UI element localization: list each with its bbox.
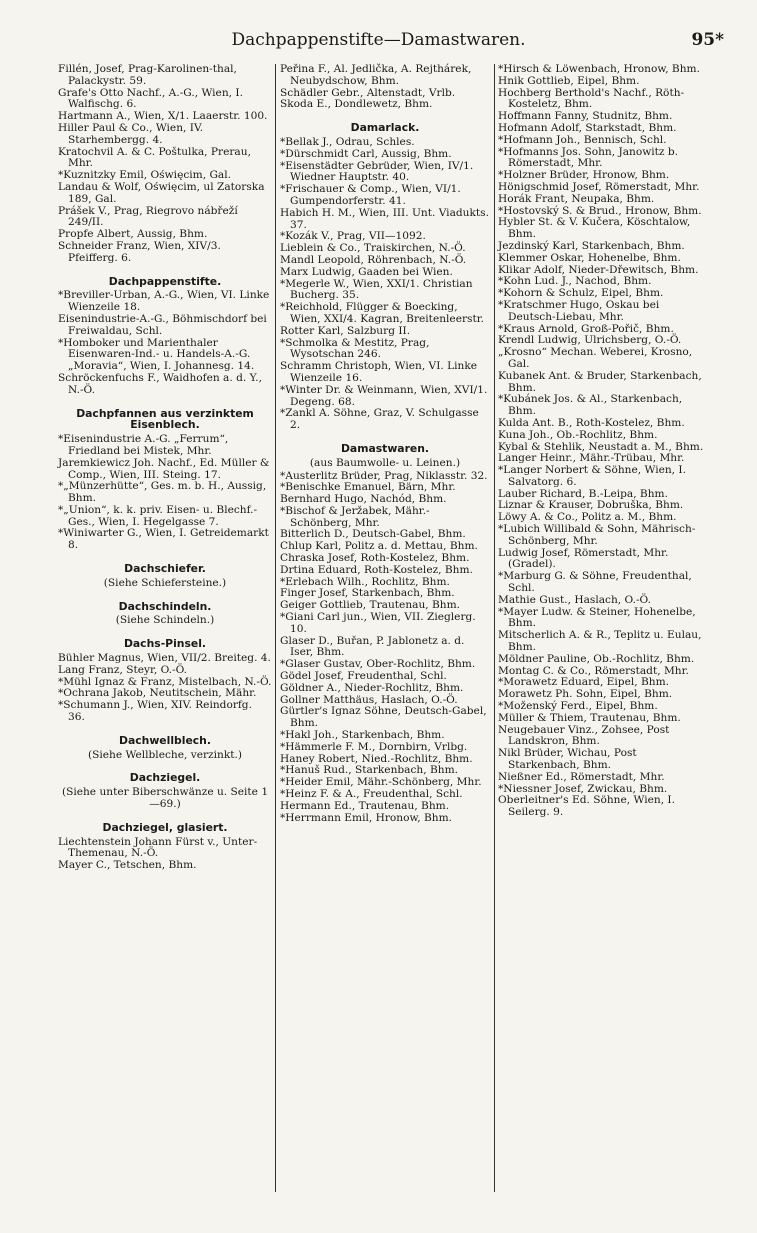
directory-entry: Krendl Ludwig, Ulrichsberg, O.-Ö. <box>498 334 682 347</box>
directory-entry: *Langer Norbert & Söhne, Wien, I. Salvatorg. 6. <box>498 464 686 488</box>
directory-entry: *Heinz F. & A., Freudenthal, Schl. <box>280 788 463 801</box>
directory-entry: Mathie Gust., Haslach, O.-Ö. <box>498 593 651 606</box>
directory-entry: *„Münzerhütte“, Ges. m. b. H., Aussig, Bhm. <box>58 480 267 505</box>
directory-entry: *Herrmann Emil, Hronow, Bhm. <box>280 811 453 824</box>
cross-reference-note: (Siehe Schiefersteine.) <box>103 576 227 589</box>
directory-entry: *Mühl Ignaz & Franz, Mistelbach, N.-Ö. <box>58 675 272 688</box>
directory-entry: *Giani Carl jun., Wien, VII. Zieglerg. 10. <box>280 611 476 635</box>
directory-entry: Mayer C., Tetschen, Bhm. <box>58 859 197 872</box>
directory-entry: Kulda Ant. B., Roth-Kostelez, Bhm. <box>498 416 685 429</box>
directory-entry: *Hostovský S. & Brud., Hronow, Bhm. <box>498 204 702 217</box>
directory-entry: *Winter Dr. & Weinmann, Wien, XVI/1. Degeng. 68. <box>280 383 488 408</box>
directory-entry: *Zankl A. Söhne, Graz, V. Schulgasse 2. <box>280 407 479 432</box>
directory-entry: Mandl Leopold, Röhrenbach, N.-Ö. <box>280 253 467 266</box>
directory-entry: Gollner Matthäus, Haslach, O.-Ö. <box>280 693 458 706</box>
directory-entry: Hochberg Berthold's Nachf., Röth-Kosteletz, Bhm. <box>498 86 685 111</box>
directory-entry: *Bischof & Jeržabek, Mähr.-Schönberg, Mhr. <box>280 504 430 529</box>
directory-entry: Gürtler's Ignaz Söhne, Deutsch-Gabel, Bhm. <box>280 705 487 730</box>
directory-entry: *Homboker und Marienthaler Eisenwaren-Ind.- u. Handels-A.-G. „Moravia“, Wien, I. Johannesg. 14. <box>58 336 255 373</box>
directory-entry: Hiller Paul & Co., Wien, IV. Starhembergg. 4. <box>58 121 204 146</box>
section-heading: Dachziegel, glasiert. <box>102 820 228 834</box>
section-heading: Dachpappenstifte. <box>108 274 222 288</box>
directory-entry: Nießner Ed., Römerstadt, Mhr. <box>498 770 665 783</box>
directory-entry: *Kratschmer Hugo, Oskau bei Deutsch-Liebau, Mhr. <box>498 298 660 323</box>
directory-entry: Klemmer Oskar, Hohenelbe, Bhm. <box>498 251 681 264</box>
directory-entry: Gödel Josef, Freudenthal, Schl. <box>280 670 447 683</box>
directory-entry: Langer Heinr., Mähr.-Trübau, Mhr. <box>498 452 685 465</box>
directory-entry: Eisenindustrie-A.-G., Böhmischdorf bei Freiwaldau, Schl. <box>58 312 267 337</box>
directory-entry: Haney Robert, Nied.-Rochlitz, Bhm. <box>280 752 473 765</box>
directory-entry: Möldner Pauline, Ob.-Rochlitz, Bhm. <box>498 652 695 665</box>
column-3 <box>498 64 706 819</box>
page-header <box>0 30 757 52</box>
directory-entry: Hybler St. & V. Kučera, Köschtalow, Bhm. <box>498 216 691 241</box>
directory-entry: *Reichhold, Flügger & Boecking, Wien, XXI/4. Kagran, Breitenleerstr. <box>280 301 484 325</box>
directory-entry: Horák Frant, Neupaka, Bhm. <box>498 192 655 205</box>
column-2 <box>280 64 490 824</box>
directory-entry: Marx Ludwig, Gaaden bei Wien. <box>280 265 453 278</box>
column-divider <box>494 64 495 1192</box>
directory-entry: *Lubich Willibald & Sohn, Mährisch-Schönberg, Mhr. <box>498 523 696 547</box>
page-number: 95* <box>691 30 724 50</box>
directory-entry: Liechtenstein Johann Fürst v., Unter-Themenau, N.-Ö. <box>58 835 258 860</box>
directory-entry: *Mayer Ludw. & Steiner, Hohenelbe, Bhm. <box>498 605 696 630</box>
directory-entry: *Hofmann Joh., Bennisch, Schl. <box>498 133 667 146</box>
directory-entry: *Kohn Lud. J., Nachod, Bhm. <box>498 275 652 288</box>
cross-reference-note: (aus Baumwolle- u. Leinen.) <box>309 456 461 469</box>
directory-entry: *„Union“, k. k. priv. Eisen- u. Blechf.-Ges., Wien, I. Hegelgasse 7. <box>58 503 258 528</box>
directory-entry: *Ochrana Jakob, Neutitschein, Mähr. <box>58 687 257 700</box>
directory-entry: Glaser D., Buřan, P. Jablonetz a. d. Iser, Bhm. <box>280 634 465 659</box>
directory-entry: Lang Franz, Steyr, O.-Ö. <box>58 663 188 676</box>
directory-entry: Bernhard Hugo, Nachód, Bhm. <box>280 493 447 506</box>
section-heading: Damastwaren. <box>340 441 430 455</box>
directory-entry: Oberleitner's Ed. Söhne, Wien, I. Seilerg. 9. <box>498 794 675 819</box>
directory-entry: *Hanuš Rud., Starkenbach, Bhm. <box>280 764 458 777</box>
cross-reference-note: (Siehe Schindeln.) <box>115 614 215 627</box>
directory-entry: Hoffmann Fanny, Studnitz, Bhm. <box>498 110 673 123</box>
directory-entry: Schramm Christoph, Wien, VI. Linke Wienzeile 16. <box>280 360 478 384</box>
directory-entry: Jaremkiewicz Joh. Nachf., Ed. Müller & Comp., Wien, III. Steing. 17. <box>58 456 270 481</box>
directory-entry: *Austerlitz Brüder, Prag, Niklasstr. 32. <box>280 469 488 482</box>
directory-entry: *Moženský Ferd., Eipel, Bhm. <box>498 700 658 713</box>
directory-entry: *Kozák V., Prag, VII—1092. <box>280 230 426 243</box>
directory-entry: „Krosno“ Mechan. Weberei, Krosno, Gal. <box>498 346 693 370</box>
directory-entry: *Kraus Arnold, Groß-Pořič, Bhm. <box>498 322 674 335</box>
directory-entry: *Hofmanns Jos. Sohn, Janowitz b. Römerstadt, Mhr. <box>498 145 679 170</box>
directory-entry: Hermann Ed., Trautenau, Bhm. <box>280 799 450 812</box>
directory-entry: Montag C. & Co., Römerstadt, Mhr. <box>498 664 689 677</box>
directory-entry: *Bellak J., Odrau, Schles. <box>280 135 415 148</box>
directory-entry: Propfe Albert, Aussig, Bhm. <box>58 228 208 241</box>
section-heading: Dachpfannen aus verzinktem Eisenblech. <box>76 406 254 432</box>
section-heading: Damarlack. <box>350 121 420 135</box>
directory-entry: Kuna Joh., Ob.-Rochlitz, Bhm. <box>498 428 658 441</box>
directory-entry: *Hakl Joh., Starkenbach, Bhm. <box>280 729 445 742</box>
directory-entry: *Hämmerle F. M., Dornbirn, Vrlbg. <box>280 740 468 753</box>
directory-entry: Klikar Adolf, Nieder-Dřewitsch, Bhm. <box>498 263 699 276</box>
column-1 <box>58 64 272 872</box>
directory-entry: Hnik Gottlieb, Eipel, Bhm. <box>498 74 640 87</box>
directory-entry: Schneider Franz, Wien, XIV/3. Pfeifferg. 6. <box>58 239 221 264</box>
directory-entry: *Erlebach Wilh., Rochlitz, Bhm. <box>280 575 450 588</box>
directory-entry: Finger Josef, Starkenbach, Bhm. <box>280 587 455 600</box>
directory-entry: *Eisenindustrie A.-G. „Ferrum“, Friedland bei Mistek, Mhr. <box>58 433 229 457</box>
directory-entry: Mitscherlich A. & R., Teplitz u. Eulau, Bhm. <box>498 629 702 654</box>
directory-entry: Hofmann Adolf, Starkstadt, Bhm. <box>498 121 677 134</box>
section-heading: Dachschindeln. <box>118 599 212 613</box>
directory-entry: Landau & Wolf, Oświęcim, ul Zatorska 189, Gal. <box>58 180 265 205</box>
column-divider <box>275 64 276 1192</box>
directory-entry: *Schmolka & Mestitz, Prag, Wysotschan 246. <box>280 336 430 361</box>
directory-entry: Habich H. M., Wien, III. Unt. Viadukts. 37. <box>280 206 489 231</box>
directory-entry: Hartmann A., Wien, X/1. Laaerstr. 100. <box>58 110 268 123</box>
directory-entry: Lauber Richard, B.-Leipa, Bhm. <box>498 487 668 500</box>
directory-entry: Fillén, Josef, Prag-Karolinen-thal, Palackystr. 59. <box>58 63 237 87</box>
directory-entry: Schröckenfuchs F., Waidhofen a. d. Y., N.-Ö. <box>58 371 262 396</box>
directory-entry: *Holzner Brüder, Hronow, Bhm. <box>498 169 670 182</box>
directory-entry: Neugebauer Vinz., Zohsee, Post Landskron, Bhm. <box>498 723 670 748</box>
cross-reference-note: (Siehe Wellbleche, verzinkt.) <box>87 748 243 761</box>
section-heading: Dachschiefer. <box>124 562 206 576</box>
directory-entry: *Benischke Emanuel, Bärn, Mhr. <box>280 481 456 494</box>
directory-entry: *Niessner Josef, Zwickau, Bhm. <box>498 782 668 795</box>
directory-entry: *Frischauer & Comp., Wien, VI/1. Gumpendorferstr. 41. <box>280 183 461 207</box>
directory-entry: Jezdinský Karl, Starkenbach, Bhm. <box>498 239 685 252</box>
directory-entry: Schädler Gebr., Altenstadt, Vrlb. <box>280 86 456 99</box>
directory-entry: *Eisenstädter Gebrüder, Wien, IV/1. Wiedner Hauptstr. 40. <box>280 159 474 184</box>
directory-entry: Kratochvil A. & C. Poštulka, Prerau, Mhr. <box>58 145 251 170</box>
directory-entry: *Schumann J., Wien, XIV. Reindorfg. 36. <box>58 699 252 724</box>
directory-entry: *Kohorn & Schulz, Eipel, Bhm. <box>498 287 664 300</box>
cross-reference-note: (Siehe unter Biberschwänze u. Seite 1—69.) <box>61 786 269 811</box>
directory-entry: *Glaser Gustav, Ober-Rochlitz, Bhm. <box>280 658 476 671</box>
directory-entry: Müller & Thiem, Trautenau, Bhm. <box>498 711 681 724</box>
directory-entry: Prášek V., Prag, Riegrovo nábřeží 249/II. <box>58 204 238 229</box>
directory-entry: Lieblein & Co., Traiskirchen, N.-Ö. <box>280 242 466 255</box>
directory-entry: *Heider Emil, Mähr.-Schönberg, Mhr. <box>280 776 482 789</box>
directory-entry: Göldner A., Nieder-Rochlitz, Bhm. <box>280 681 464 694</box>
directory-entry: *Megerle W., Wien, XXI/1. Christian Bucherg. 35. <box>280 277 473 302</box>
directory-entry: Drtina Eduard, Roth-Kostelez, Bhm. <box>280 563 473 576</box>
directory-entry: Nikl Brüder, Wichau, Post Starkenbach, Bhm. <box>498 747 637 772</box>
directory-entry: Bühler Magnus, Wien, VII/2. Breiteg. 4. <box>58 652 271 665</box>
directory-entry: Kybal & Stehlik, Neustadt a. M., Bhm. <box>498 440 704 453</box>
section-heading: Dachziegel. <box>129 771 201 785</box>
directory-entry: *Dürschmidt Carl, Aussig, Bhm. <box>280 147 452 160</box>
directory-entry: Löwy A. & Co., Politz a. M., Bhm. <box>498 511 677 524</box>
directory-entry: *Hirsch & Löwenbach, Hronow, Bhm. <box>498 63 700 75</box>
directory-entry: Geiger Gottlieb, Trautenau, Bhm. <box>280 599 461 612</box>
directory-entry: Kubanek Ant. & Bruder, Starkenbach, Bhm. <box>498 369 702 394</box>
page-title: Dachpappenstifte—Damastwaren. <box>231 30 526 50</box>
directory-entry: *Breviller-Urban, A.-G., Wien, VI. Linke Wienzeile 18. <box>58 289 270 314</box>
directory-entry: Peřina F., Al. Jedlička, A. Rejthárek, Neubydschow, Bhm. <box>280 63 472 87</box>
directory-entry: Bitterlich D., Deutsch-Gabel, Bhm. <box>280 528 466 541</box>
directory-entry: *Morawetz Eduard, Eipel, Bhm. <box>498 676 669 689</box>
directory-entry: *Kubánek Jos. & Al., Starkenbach, Bhm. <box>498 393 683 418</box>
directory-entry: Ludwig Josef, Römerstadt, Mhr. (Gradel). <box>498 546 669 571</box>
directory-entry: Liznar & Krauser, Dobruška, Bhm. <box>498 499 684 512</box>
directory-entry: *Winiwarter G., Wien, I. Getreidemarkt 8. <box>58 527 269 552</box>
directory-entry: Skoda E., Dondlewetz, Bhm. <box>280 98 433 111</box>
directory-entry: Chraska Josef, Roth-Kostelez, Bhm. <box>280 552 470 565</box>
directory-entry: *Kuznitzky Emil, Oświęcim, Gal. <box>58 169 231 182</box>
directory-entry: Hönigschmid Josef, Römerstadt, Mhr. <box>498 180 700 193</box>
directory-entry: Morawetz Ph. Sohn, Eipel, Bhm. <box>498 688 673 701</box>
directory-entry: Grafe's Otto Nachf., A.-G., Wien, I. Walfischg. 6. <box>58 86 243 111</box>
directory-entry: Chlup Karl, Politz a. d. Mettau, Bhm. <box>280 540 478 553</box>
section-heading: Dachs-Pinsel. <box>123 637 207 651</box>
section-heading: Dachwellblech. <box>119 733 211 747</box>
directory-entry: Rotter Karl, Salzburg II. <box>280 324 411 337</box>
directory-entry: *Marburg G. & Söhne, Freudenthal, Schl. <box>498 570 692 595</box>
